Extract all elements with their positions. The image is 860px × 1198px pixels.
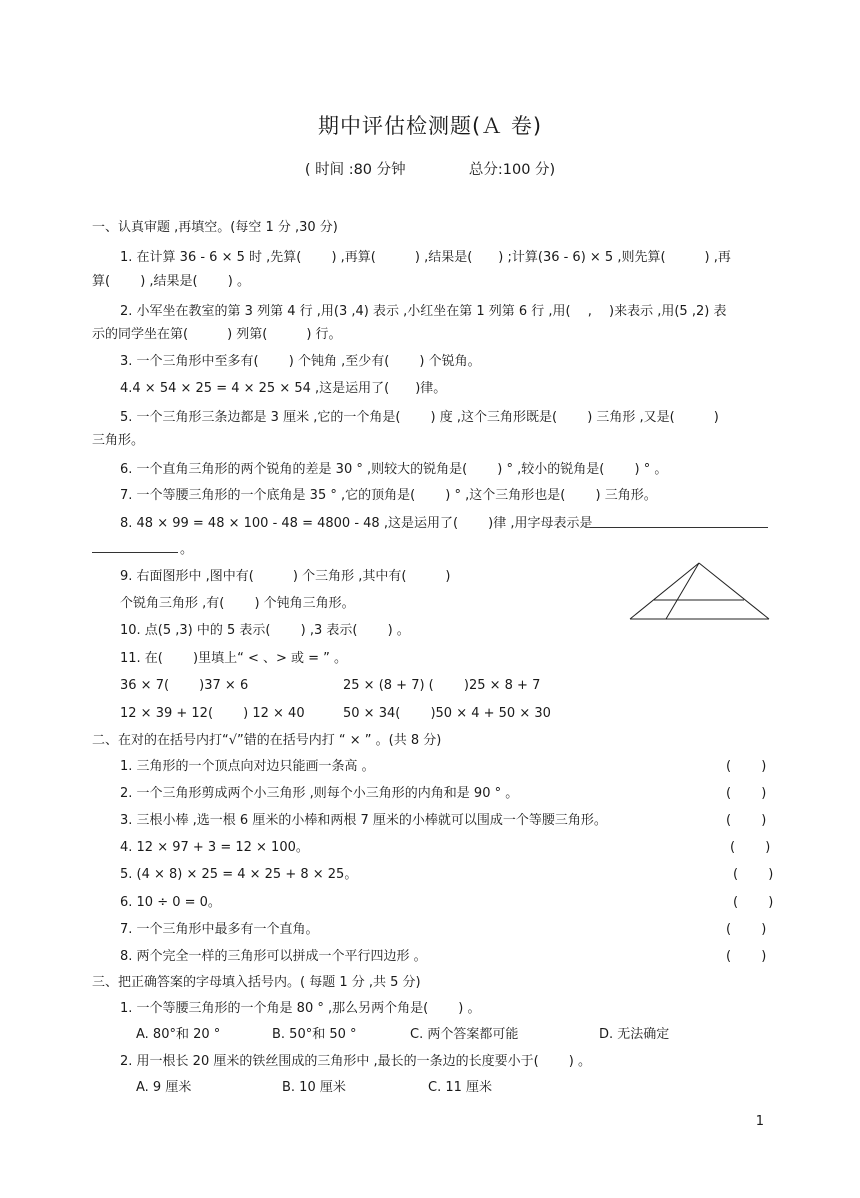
triangle-left-side [630,563,699,619]
answer-paren[interactable]: ( ) [726,786,767,801]
judge-item-1: 1. 三角形的一个顶点向对边只能画一条高 。 [120,759,375,774]
choice-option-a: A. 80°和 20 ° [136,1027,221,1042]
answer-paren[interactable]: ( ) [726,759,767,774]
question-8-end: 。 [180,542,194,557]
choice-option-a: A. 9 厘米 [136,1080,192,1095]
compare-item-2: 25 × (8 + 7) ( )25 × 8 + 7 [343,678,541,693]
compare-item-4: 50 × 34( )50 × 4 + 50 × 30 [343,706,551,721]
triangle-figure [628,560,772,624]
answer-paren[interactable]: ( ) [733,895,774,910]
judge-item-7: 7. 一个三角形中最多有一个直角。 [120,922,319,937]
question-3: 3. 一个三角形中至多有( ) 个钝角 ,至少有( ) 个锐角。 [120,354,481,369]
answer-paren[interactable]: ( ) [726,922,767,937]
compare-item-1: 36 × 7( )37 × 6 [120,678,249,693]
triangle-right-side [699,563,769,619]
answer-paren[interactable]: ( ) [726,949,767,964]
choice-option-c: C. 两个答案都可能 [410,1027,519,1042]
question-5-line1: 5. 一个三角形三条边都是 3 厘米 ,它的一个角是( ) 度 ,这个三角形既是( ) 三角形 ,又是( ) [120,410,719,425]
page-number: 1 [755,1114,764,1129]
judge-item-4: 4. 12 × 97 + 3 = 12 × 100。 [120,840,309,855]
answer-line-continued [92,552,178,553]
answer-paren[interactable]: ( ) [730,840,771,855]
question-8-line1: 8. 48 × 99 = 48 × 100 - 48 = 4800 - 48 ,这是运用了( )律 ,用字母表示是 [120,516,593,531]
choice-option-b: B. 10 厘米 [282,1080,346,1095]
page-title: 期中评估检测题(Ａ 卷) [317,114,543,138]
question-10: 10. 点(5 ,3) 中的 5 表示( ) ,3 表示( ) 。 [120,623,410,638]
question-2-line1: 2. 小军坐在教室的第 3 列第 4 行 ,用(3 ,4) 表示 ,小红坐在第 1 列第 6 行 ,用( , )来表示 ,用(5 ,2) 表 [120,304,727,319]
judge-item-5: 5. (4 × 8) × 25 = 4 × 25 + 8 × 25。 [120,867,358,882]
choice-question-1: 1. 一个等腰三角形的一个角是 80 ° ,那么另两个角是( ) 。 [120,1001,481,1016]
choice-option-c: C. 11 厘米 [428,1080,493,1095]
question-5-line2: 三角形。 [92,433,145,448]
question-6: 6. 一个直角三角形的两个锐角的差是 30 ° ,则较大的锐角是( ) ° ,较小的锐角是( ) ° 。 [120,462,668,477]
choice-question-2: 2. 用一根长 20 厘米的铁丝围成的三角形中 ,最长的一条边的长度要小于( ) 。 [120,1054,592,1069]
choice-option-b: B. 50°和 50 ° [272,1027,357,1042]
judge-item-8: 8. 两个完全一样的三角形可以拼成一个平行四边形 。 [120,949,427,964]
judge-item-3: 3. 三根小棒 ,选一根 6 厘米的小棒和两根 7 厘米的小棒就可以围成一个等腰三角形。 [120,813,607,828]
question-7: 7. 一个等腰三角形的一个底角是 35 ° ,它的顶角是( ) ° ,这个三角形也是( ) 三角形。 [120,488,657,503]
exam-time: ( 时间 :80 分钟 [304,162,406,178]
question-1-line1: 1. 在计算 36 - 6 × 5 时 ,先算( ) ,再算( ) ,结果是( ) ;计算(36 - 6) × 5 ,则先算( ) ,再 [120,250,731,265]
section1-heading: 一、认真审题 ,再填空。(每空 1 分 ,30 分) [92,220,338,235]
page-subtitle [0,158,860,179]
answer-paren[interactable]: ( ) [726,813,767,828]
answer-paren[interactable]: ( ) [733,867,774,882]
judge-item-6: 6. 10 ÷ 0 = 0。 [120,895,221,910]
question-11: 11. 在( )里填上“ < 、> 或 = ” 。 [120,651,348,666]
question-9-line1: 9. 右面图形中 ,图中有( ) 个三角形 ,其中有( ) [120,569,451,584]
triangle-inner-line [666,563,699,619]
answer-line [590,527,768,528]
compare-item-3: 12 × 39 + 12( ) 12 × 40 [120,706,305,721]
question-9-line2: 个锐角三角形 ,有( ) 个钝角三角形。 [120,596,355,611]
section2-heading: 二、在对的在括号内打“√”错的在括号内打 “ × ” 。(共 8 分) [92,733,442,748]
question-4: 4.4 × 54 × 25 = 4 × 25 × 54 ,这是运用了( )律。 [120,381,447,396]
question-2-line2: 示的同学坐在第( ) 列第( ) 行。 [92,327,342,342]
judge-item-2: 2. 一个三角形剪成两个小三角形 ,则每个小三角形的内角和是 90 ° 。 [120,786,519,801]
exam-total-score: 总分:100 分) [468,162,556,178]
question-1-line2: 算( ) ,结果是( ) 。 [92,274,250,289]
section3-heading: 三、把正确答案的字母填入括号内。( 每题 1 分 ,共 5 分) [92,975,421,990]
choice-option-d: D. 无法确定 [599,1027,670,1042]
